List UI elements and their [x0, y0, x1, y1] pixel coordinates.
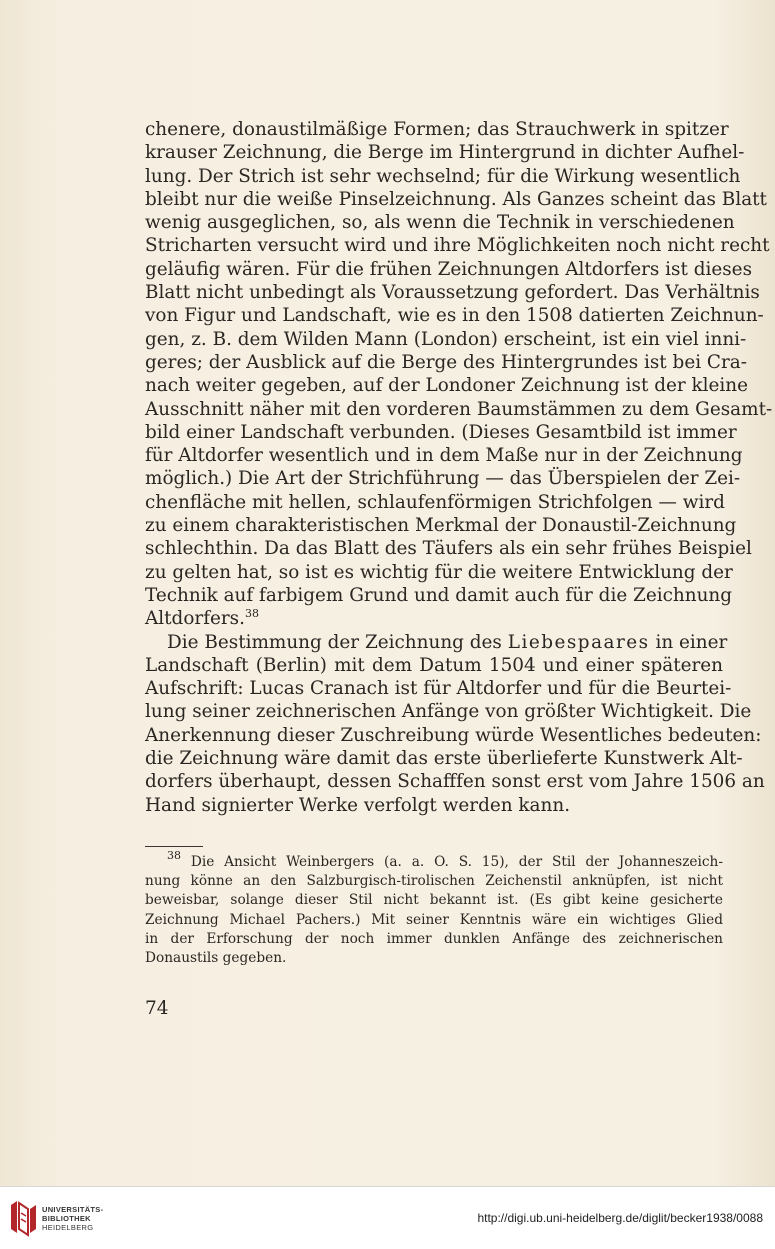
text-line: Landschaft (Berlin) mit dem Datum 1504 und einer späteren — [145, 654, 723, 676]
text-line: lung. Der Strich ist sehr wechselnd; für die Wirkung wesentlich — [145, 165, 741, 187]
paragraph-end-text: Altdorfers. — [145, 608, 245, 630]
text-line: dorfers überhaupt, dessen Schafffen sonst erst vom Jahre 1506 an — [145, 771, 765, 793]
spaced-emphasis: Liebespaares — [507, 631, 650, 653]
footnote-line: beweisbar, solange dieser Stil nicht bekannt ist. (Es gibt keine gesicherte — [145, 892, 723, 909]
footnote-reference[interactable]: 38 — [244, 607, 259, 621]
text-line: möglich.) Die Art der Strichführung — das Überspielen der Zei- — [145, 468, 741, 490]
library-name-line: UNIVERSITÄTS- — [42, 1205, 104, 1214]
text-line: geläufig wären. Für die frühen Zeichnungen Altdorfers ist dieses — [145, 258, 753, 280]
text-line: wenig ausgeglichen, so, als wenn die Technik in verschiedenen — [145, 212, 735, 234]
text-line: die Zeichnung wäre damit das erste überlieferte Kunstwerk Alt- — [145, 748, 743, 770]
text-line: Anerkennung dieser Zuschreibung würde Wesentliches bedeuten: — [145, 724, 762, 746]
library-name-line: HEIDELBERG — [42, 1223, 94, 1232]
viewer-footer — [0, 1186, 775, 1249]
text-line: Hand signierter Werke verfolgt werden kann. — [145, 794, 571, 816]
text-line: schlechthin. Da das Blatt des Täufers als ein sehr frühes Beispiel — [145, 538, 752, 560]
text-line: zu gelten hat, so ist es wichtig für die weitere Entwicklung der — [145, 561, 733, 583]
footnote-line: Zeichnung Michael Pachers.) Mit seiner Kenntnis wäre ein wichtiges Glied — [145, 911, 723, 928]
permalink-url[interactable]: http://digi.ub.uni-heidelberg.de/diglit/becker1938/0088 — [477, 1211, 763, 1225]
footnote-divider — [145, 846, 203, 847]
footnote-first-line — [145, 849, 723, 872]
library-name — [42, 1205, 103, 1232]
footnote-first-text: Die Ansicht Weinbergers (a. a. O. S. 15), der Stil der Johanneszeich- — [181, 854, 723, 870]
paragraph-end-line — [145, 607, 723, 630]
text-line: Stricharten versucht wird und ihre Möglichkeiten noch nicht recht — [145, 235, 770, 257]
footnotes — [145, 849, 723, 968]
text-line: chenfläche mit hellen, schlaufenförmigen Strichfolgen — wird — [145, 491, 725, 513]
text-line: lung seiner zeichnerischen Anfänge von größter Wichtigkeit. Die — [145, 701, 752, 723]
footnote-line: nung könne an den Salzburgisch-tirolischen Zeichenstil anknüpfen, ist nicht — [145, 873, 723, 890]
text-line: Aufschrift: Lucas Cranach ist für Altdorfer und für die Beurtei- — [145, 678, 732, 700]
paragraph-start-tail: in einer — [649, 631, 728, 653]
heidelberg-library-logo-icon[interactable] — [8, 1199, 38, 1237]
text-line: krauser Zeichnung, die Berge im Hintergrund in dichter Aufhel- — [145, 142, 745, 164]
text-line: gen, z. B. dem Wilden Mann (London) erscheint, ist ein viel inni- — [145, 328, 747, 350]
text-line: bild einer Landschaft verbunden. (Dieses Gesamtbild ist immer — [145, 421, 737, 443]
text-line: chenere, donaustilmäßige Formen; das Strauchwerk in spitzer — [145, 119, 729, 140]
text-line: nach weiter gegeben, auf der Londoner Zeichnung ist der kleine — [145, 375, 749, 397]
text-line: von Figur und Landschaft, wie es in den 1508 datierten Zeichnun- — [145, 305, 764, 327]
text-line: für Altdorfer wesentlich und in dem Maße nur in der Zeichnung — [145, 445, 743, 467]
paragraph-start-text: Die Bestimmung der Zeichnung des — [167, 631, 508, 653]
footnote-line: in der Erforschung der noch immer dunklen Anfänge des zeichnerischen — [145, 930, 723, 947]
library-name-line: BIBLIOTHEK — [42, 1214, 91, 1223]
text-line: Blatt nicht unbedingt als Voraussetzung gefordert. Das Verhältnis — [145, 282, 760, 304]
page-number: 74 — [145, 998, 169, 1019]
footnote-line: Donaustils gegeben. — [145, 949, 287, 966]
text-line: Technik auf farbigem Grund und damit auch für die Zeichnung — [145, 584, 733, 606]
text-line: Ausschnitt näher mit den vorderen Baumstämmen zu dem Gesamt- — [145, 398, 773, 420]
text-line: bleibt nur die weiße Pinselzeichnung. Als Ganzes scheint das Blatt — [145, 188, 767, 210]
text-line: geres; der Ausblick auf die Berge des Hintergrundes ist bei Cra- — [145, 351, 747, 373]
text-line: zu einem charakteristischen Merkmal der Donaustil-Zeichnung — [145, 515, 737, 537]
main-text — [145, 118, 773, 817]
footnote-number: 38 — [167, 849, 181, 862]
paragraph-start-line — [145, 631, 728, 654]
